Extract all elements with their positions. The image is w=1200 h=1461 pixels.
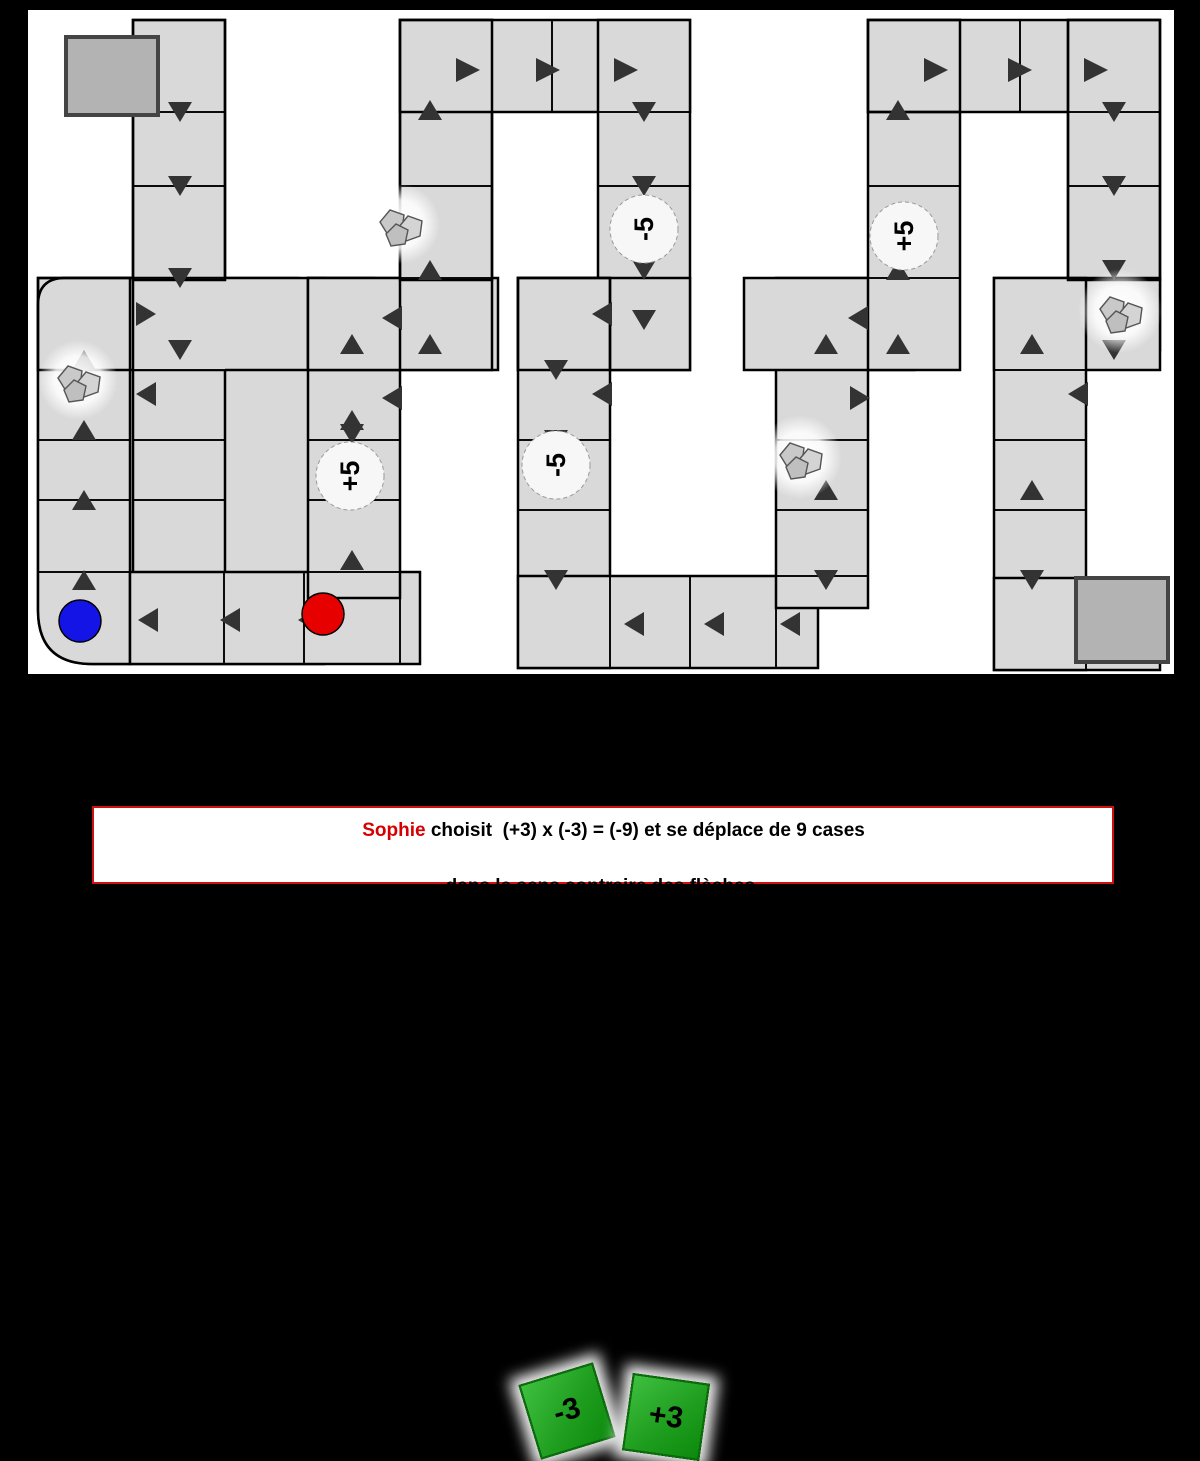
caption-line-1-rest: choisit (+3) x (-3) = (-9) et se déplace de 9 cases — [425, 820, 865, 842]
bonus-tile-+5-lower — [316, 442, 384, 510]
bonus-tile--5-upper — [610, 195, 678, 263]
bonus-tile--5-lower — [522, 431, 590, 499]
bonus-tile-label: +5 — [889, 220, 919, 252]
start-square-top-left — [66, 37, 158, 115]
blue-pawn[interactable] — [59, 600, 101, 642]
bonus-tile-+5-upper — [870, 202, 938, 270]
stone-cluster-left — [38, 340, 118, 420]
bonus-tile-label: +5 — [335, 460, 365, 492]
stone-cluster-right — [1078, 269, 1162, 353]
game-board — [28, 10, 1174, 674]
track-path — [38, 20, 1160, 670]
bonus-tile-label: -5 — [541, 452, 571, 478]
caption-box — [92, 806, 1114, 897]
player-name: Sophie — [362, 820, 426, 842]
caption-line-1 — [341, 790, 865, 873]
green-die-plus-3-label: +3 — [646, 1397, 686, 1436]
red-pawn[interactable] — [302, 593, 344, 635]
caption-line-2: dans le sens contraire des flèches. — [445, 875, 761, 897]
stone-cluster-mid — [758, 415, 842, 499]
green-die-plus-3[interactable] — [622, 1373, 710, 1461]
green-die-minus-3[interactable] — [518, 1362, 615, 1459]
stone-cluster-top-mid — [360, 184, 440, 264]
bonus-tile-label: -5 — [629, 216, 659, 242]
start-square-bottom-right — [1076, 578, 1168, 662]
green-die-minus-3-label: -3 — [549, 1390, 585, 1431]
